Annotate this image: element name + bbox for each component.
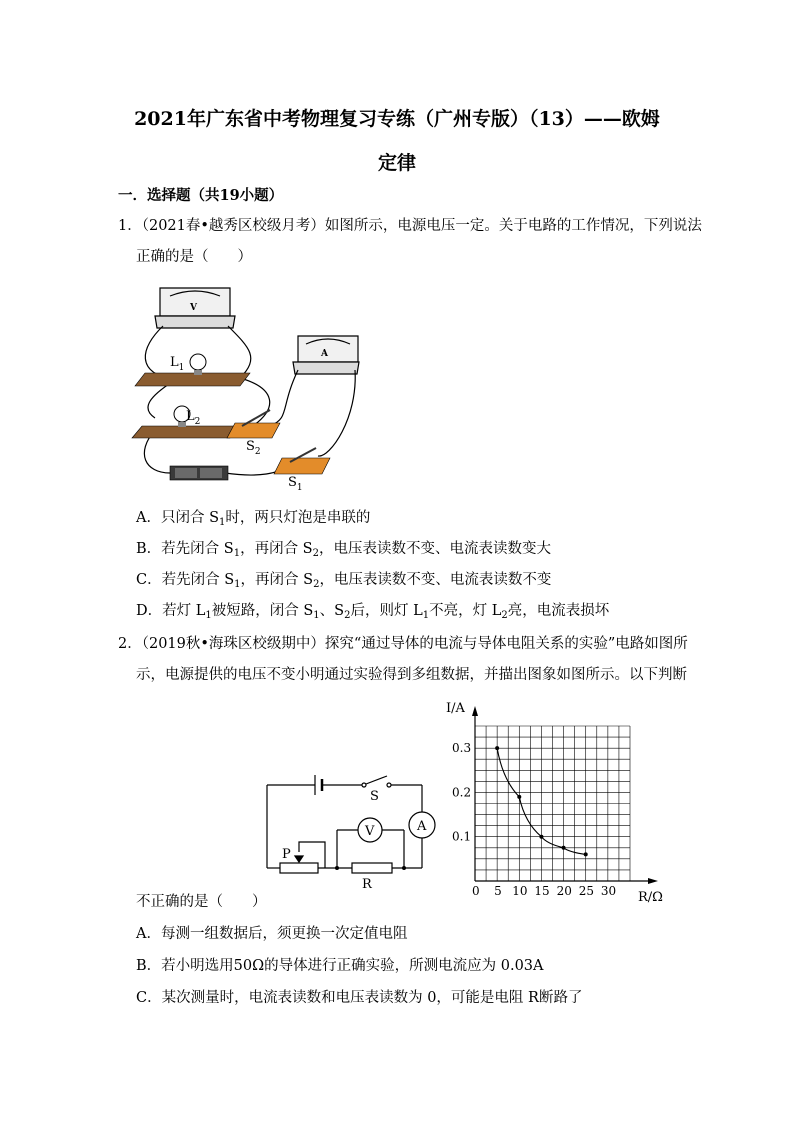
switch-label: S xyxy=(370,789,379,804)
q2-option-b[interactable]: B．若小明选用50Ω的导体进行正确实验，所测电流应为 0.03A xyxy=(136,958,544,974)
x-tick-label: 10 xyxy=(512,884,528,898)
q1-option-d[interactable]: D．若灯 $L_1$被短路，闭合 $S_1$、$S_2$后，则灯 $L_1$不亮，灯 $L_2$亮，电流表损坏 xyxy=(136,603,610,621)
s2-label: $S_2$ xyxy=(246,439,261,457)
voltmeter-symbol: V xyxy=(365,824,375,839)
q1-option-b[interactable]: B．若先闭合 $S_1$，再闭合 $S_2$，电压表读数不变、电流表读数变大 xyxy=(136,541,551,559)
y-tick-label: 0.2 xyxy=(452,785,472,800)
data-point xyxy=(495,746,499,750)
data-point xyxy=(539,835,543,839)
page-title-line-2: 定律 xyxy=(377,152,416,174)
data-point xyxy=(584,852,588,856)
q1-stem-line-2: 正确的是（ ） xyxy=(136,249,252,265)
x-axis-title: R/Ω xyxy=(638,890,663,905)
page-title-line-1: 2021年广东省中考物理复习专练（广州专版）（13）——欧姆 xyxy=(134,108,660,130)
x-tick-label: 30 xyxy=(600,884,617,898)
q2-circuit-diagram xyxy=(262,770,442,890)
l2-label: $L_2$ xyxy=(186,409,201,427)
x-tick-label: 5 xyxy=(494,884,502,898)
slider-label: P xyxy=(282,847,291,862)
l1-label: $L_1$ xyxy=(170,355,185,373)
y-axis-title: I/A xyxy=(446,701,465,716)
data-point xyxy=(562,846,566,850)
q2-option-c[interactable]: C．某次测量时，电流表读数和电压表读数为 0，可能是电阻 R断路了 xyxy=(136,990,583,1006)
q1-circuit-figure xyxy=(130,278,360,493)
q1-stem-line-1: 1．（2021春•越秀区校级月考）如图所示，电源电压一定。关于电路的工作情况，下列说法 xyxy=(118,218,702,234)
q1-option-a[interactable]: A．只闭合 $S_1$时，两只灯泡是串联的 xyxy=(136,510,371,528)
x-tick-label: 20 xyxy=(556,884,572,898)
x-tick-label: 25 xyxy=(578,884,594,898)
q2-stem-line-1: 2．（2019秋•海珠区校级期中）探究“通过导体的电流与导体电阻关系的实验”电路如图所 xyxy=(118,636,688,652)
ammeter-label: A xyxy=(321,349,328,359)
q1-option-c[interactable]: C．若先闭合 $S_1$，再闭合 $S_2$，电压表读数不变、电流表读数不变 xyxy=(136,572,552,590)
y-tick-label: 0.3 xyxy=(452,741,472,756)
q2-option-a[interactable]: A．每测一组数据后，须更换一次定值电阻 xyxy=(136,926,408,942)
q2-stem-line-2: 示，电源提供的电压不变小明通过实验得到多组数据，并描出图象如图所示。以下判断 xyxy=(136,667,687,683)
resistor-label: R xyxy=(362,877,372,890)
data-point xyxy=(517,795,521,799)
s1-label: $S_1$ xyxy=(288,475,303,493)
section-heading: 一．选择题（共19小题） xyxy=(118,187,284,204)
i-r-graph xyxy=(440,698,680,908)
ammeter-symbol: A xyxy=(417,819,427,834)
voltmeter-label: V xyxy=(190,303,197,313)
y-tick-label: 0.1 xyxy=(452,829,472,844)
x-tick-label: 15 xyxy=(534,884,550,898)
q2-stem-line-3: 不正确的是（ ） xyxy=(136,894,267,910)
x-tick-label: 0 xyxy=(472,884,480,898)
